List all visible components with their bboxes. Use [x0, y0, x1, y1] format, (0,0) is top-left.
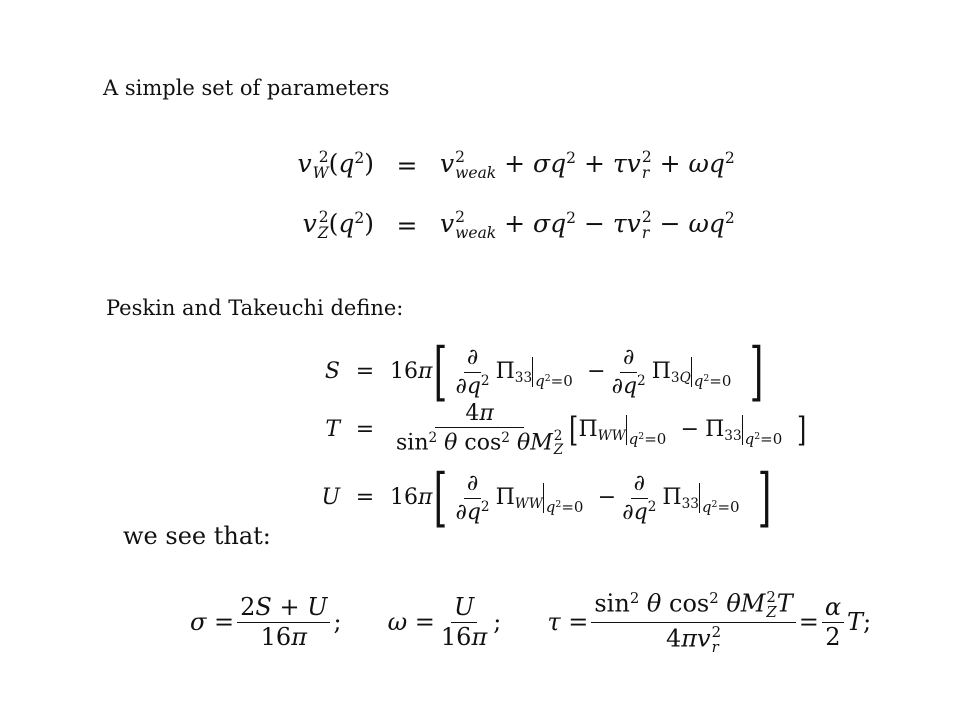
- equation-t: T = 4π $\sin^2 \theta$ $\cos^2 \theta M$ 2 Z [ $\Pi_{WW}$ $q^2=0$ − $\Pi_{33}$ $q^2=0$ ]: [325, 401, 806, 458]
- intro-text: A simple set of parameters: [103, 76, 390, 100]
- equation-result: σ = $\frac{2S + U}{16\pi}$ ; ω = $\frac{U}{16\pi}$ ; τ = $\sin^2 \theta$ $\cos^2 \theta M$ 2 Z T 4πv 2 r = $\frac{\alpha}{2}$ T;: [190, 588, 872, 656]
- equation-u: U = 16π [ $\frac{\partial}{\partial q^2}$ $\Pi_{WW}$ $q^2=0$ − $\frac{\partial}{\partial q^2}$ $\Pi_{33}$ $q^2=0$ ]: [321, 461, 772, 535]
- equation-vw: v 2 W $(q^2)$ = v 2 weak + $\sigma q^2 + \tau v$ 2 r + $\omega q^2$: [297, 148, 735, 182]
- equation-vz: v 2 Z $(q^2)$ = v 2 weak + $\sigma q^2 - \tau v$ 2 r − $\omega q^2$: [302, 208, 735, 242]
- definition-intro-text: Peskin and Takeuchi define:: [106, 296, 404, 320]
- result-intro-text: we see that:: [123, 522, 271, 550]
- equation-s: S = 16π [ $\frac{\partial}{\partial q^2}$ $\Pi_{33}$ $q^2=0$ − $\frac{\partial}{\partial q^2}$ $\Pi_{3Q}$ $q^2=0$ ]: [324, 335, 764, 409]
